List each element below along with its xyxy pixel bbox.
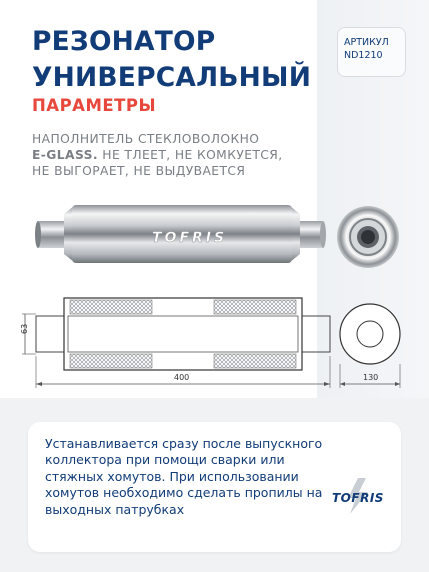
mesh-bottom-left [70,354,152,368]
end-pipe-inner [361,230,375,244]
mesh-bottom-right [214,354,296,368]
resonator-end-photo [332,204,404,270]
product-description [32,131,302,179]
mesh-top-right [214,300,296,314]
brand-logo [328,476,394,516]
drawing-left-pipe [36,316,68,352]
installation-info: Устанавливается сразу после выпускного коллектора при помощи сварки или стяжных хомутов. При использовании хомутов необходимо сделать пропилы на выходных патрубках [45,436,323,517]
right-pipe-end [320,221,326,248]
height-dimension: 63 [20,323,29,334]
technical-drawing-end [330,294,422,396]
title-line-2: УНИВЕРСАЛЬНЫЙ [32,62,312,93]
description-line-1: НАПОЛНИТЕЛЬ СТЕКЛОВОЛОКНО [32,132,260,146]
section-subtitle: ПАРАМЕТРЫ [32,96,157,115]
mesh-top-left [70,300,152,314]
product-title [32,24,322,96]
article-badge [337,27,406,77]
technical-drawing-side [14,294,344,396]
description-bold: E-GLASS. [32,148,98,162]
description-line-2-rest: НЕ ТЛЕЕТ, НЕ КОМКУЕТСЯ, [97,148,283,162]
drawing-end-inner [357,321,383,347]
title-line-1: РЕЗОНАТОР [32,26,216,57]
photo-logo: TOFRIS [152,230,228,246]
diameter-dimension: 130 [363,373,379,382]
left-pipe-end [35,221,41,248]
logo-text: TOFRIS [332,491,384,505]
length-dimension: 400 [174,373,190,382]
article-label: АРТИКУЛ [344,37,389,48]
description-line-3: НЕ ВЫГОРАЕТ, НЕ ВЫДУВАЕТСЯ [32,164,246,178]
resonator-photo [32,196,332,268]
article-value: ND1210 [344,50,383,61]
drawing-right-pipe [298,316,330,352]
description-line-2 [32,147,302,163]
